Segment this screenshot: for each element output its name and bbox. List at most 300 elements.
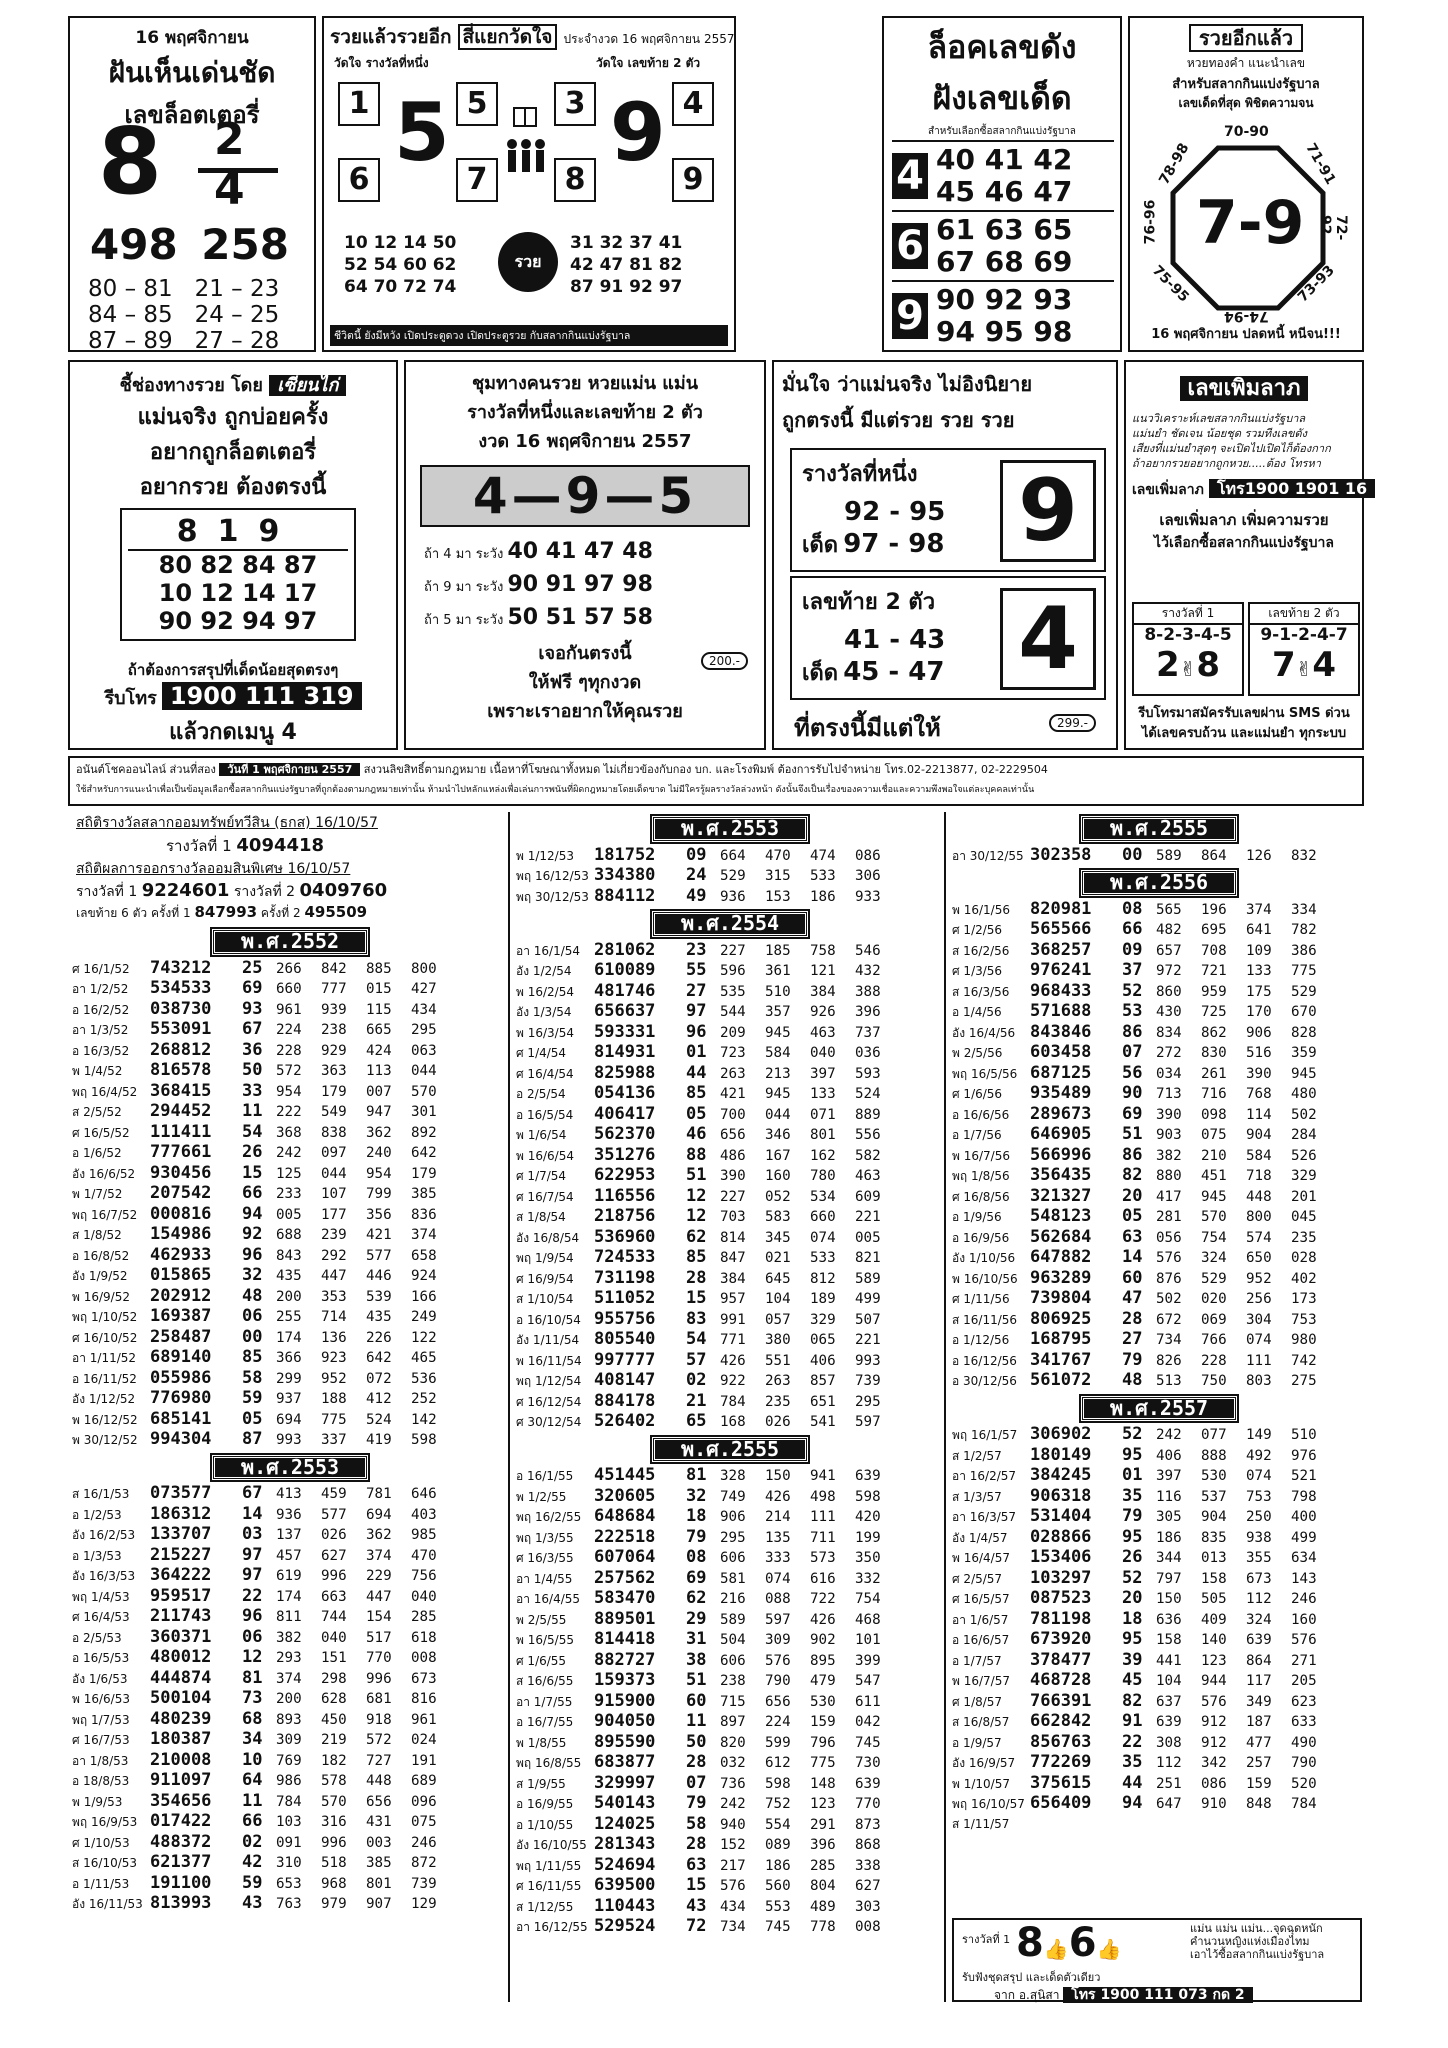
three-digit-1: 606 (720, 1550, 746, 1566)
first-prize: 180149 (1030, 1444, 1092, 1465)
three-digit-2: 725 (1201, 1004, 1227, 1020)
three-digit-2: 135 (765, 1529, 791, 1546)
table-row (516, 1330, 944, 1351)
digit-box: 9 (672, 158, 714, 202)
ad-text-right (1190, 1922, 1324, 1961)
first-prize: 378477 (1030, 1649, 1092, 1670)
ring-number: 70-90 (1224, 124, 1269, 140)
first-prize: 354656 (150, 1790, 212, 1811)
three-digit-1: 482 (1156, 922, 1182, 938)
table-row (516, 1692, 944, 1713)
draw-date: อา 1/11/52 (72, 1351, 137, 1365)
draw-date: อ 16/6/57 (952, 1633, 1010, 1647)
three-digit-1: 664 (720, 847, 746, 864)
three-digit-4: 306 (855, 868, 881, 884)
draw-date: ส 16/3/56 (952, 984, 1010, 999)
three-digit-1: 116 (1156, 1488, 1182, 1505)
table-row (72, 1205, 508, 1226)
three-digit-4: 191 (411, 1752, 437, 1769)
table-row (72, 1833, 508, 1854)
stats-date: 16/10/57 (315, 815, 378, 831)
table-row (516, 1774, 944, 1795)
three-digit-1: 227 (720, 1188, 746, 1205)
three-digit-1: 811 (276, 1609, 302, 1625)
three-digit-4: 547 (855, 1673, 881, 1689)
table-row (72, 1505, 508, 1526)
expert-line1: ชี้ช่องทางรวย โดย (119, 375, 263, 396)
three-digit-3: 257 (1246, 1755, 1272, 1771)
two-digit: 28 (686, 1752, 707, 1772)
draw-date: ศ 16/12/54 (516, 1394, 582, 1409)
first-prize: 384245 (1030, 1465, 1092, 1485)
three-digit-4: 463 (855, 1168, 881, 1184)
three-digit-4: 597 (855, 1414, 881, 1430)
three-digit-3: 406 (810, 1352, 836, 1369)
table-row (72, 1328, 508, 1349)
table-row (72, 1266, 508, 1287)
first-prize: 334380 (594, 865, 656, 885)
lucky-title: เลขเพิ่มลาภ (1180, 376, 1309, 401)
three-digit-4: 499 (1291, 1529, 1317, 1546)
first-prize: 015865 (150, 1265, 212, 1285)
newspaper-page (60, 12, 1412, 2012)
draw-date: พฤ 16/8/55 (516, 1756, 582, 1770)
three-digit-3: 573 (810, 1550, 836, 1566)
lucky-tag1: เลขเพิ่มลาภ เพิ่มความรวย (1159, 511, 1329, 529)
three-digit-3: 947 (366, 1104, 392, 1120)
draw-date: พฤ 16/9/53 (72, 1815, 138, 1829)
three-digit-3: 572 (366, 1732, 392, 1748)
table-row (72, 1710, 508, 1731)
two-digit: 79 (1122, 1349, 1143, 1370)
draw-date: พฤ 1/12/54 (516, 1374, 582, 1388)
two-digit: 65 (686, 1411, 707, 1431)
three-digit-4: 490 (1291, 1734, 1317, 1751)
prize-number: 0409760 (299, 880, 388, 901)
table-row (72, 1246, 508, 1267)
table-row (516, 1917, 944, 1938)
table-row (952, 1187, 1366, 1208)
three-digit-3: 074 (1246, 1332, 1272, 1348)
first-prize: 480012 (150, 1647, 212, 1667)
three-digit-4: 332 (855, 1570, 881, 1587)
three-digit-3: 904 (1246, 1127, 1272, 1143)
two-digit: 96 (686, 1021, 707, 1042)
first-prize: 480239 (150, 1708, 212, 1729)
three-digit-3: 126 (1246, 847, 1272, 864)
draw-date: อา 1/8/53 (72, 1753, 129, 1768)
three-digit-2: 554 (765, 1816, 791, 1833)
three-digit-4: 385 (411, 1186, 437, 1202)
octagon-ring (1142, 124, 1349, 328)
two-digit: 26 (242, 1142, 263, 1162)
year-header: พ.ศ.2554 (652, 911, 808, 937)
three-digit-3: 941 (810, 1468, 836, 1484)
table-row (952, 1146, 1366, 1167)
three-digit-2: 179 (321, 1083, 347, 1100)
draw-date: ศ 16/7/53 (72, 1733, 130, 1747)
two-digit-label: เลขท้าย 2 ตัว (802, 590, 936, 615)
table-row (516, 1671, 944, 1692)
right-cross (548, 74, 728, 224)
three-digit-1: 328 (720, 1468, 746, 1484)
three-digit-1: 647 (1156, 1796, 1182, 1812)
draw-date: อา 1/7/55 (516, 1694, 573, 1709)
table-row (952, 1125, 1366, 1146)
draw-date: ศ 2/5/57 (952, 1571, 1003, 1586)
lucky-number-box (1124, 360, 1368, 750)
draw-date: ศ 16/4/53 (72, 1610, 130, 1624)
three-digit-1: 688 (276, 1227, 302, 1243)
two-digit: 66 (1122, 919, 1143, 939)
three-digit-2: 136 (321, 1329, 347, 1346)
two-digit: 18 (686, 1506, 707, 1526)
row-label: ถ้า 9 มา ระวัง (424, 580, 504, 595)
draw-date: อัง 16/3/53 (72, 1569, 136, 1583)
three-digit-1: 922 (720, 1373, 746, 1389)
first-prize: 375615 (1030, 1772, 1092, 1793)
three-digit-3: 111 (1246, 1352, 1272, 1369)
three-digit-3: 115 (366, 1001, 392, 1018)
three-digit-4: 166 (411, 1288, 437, 1305)
draw-date: พ 16/6/54 (516, 1148, 574, 1163)
three-digit-4: 142 (411, 1411, 437, 1428)
two-digit: 31 (686, 1629, 707, 1649)
two-digit: 67 (242, 1483, 263, 1503)
table-row (72, 1894, 508, 1915)
three-digit-1: 763 (276, 1896, 302, 1912)
three-digit-4: 024 (411, 1732, 437, 1748)
table-row (516, 1528, 944, 1549)
three-digit-1: 457 (276, 1547, 302, 1564)
three-digit-4: 556 (855, 1127, 881, 1143)
three-digit-1: 957 (720, 1291, 746, 1307)
three-digit-4: 246 (411, 1834, 437, 1851)
three-digit-4: 179 (411, 1165, 437, 1182)
three-digit-3: 541 (810, 1414, 836, 1430)
table-row (516, 1166, 944, 1187)
three-digit-1: 032 (720, 1755, 746, 1771)
three-digit-3: 226 (366, 1329, 392, 1346)
three-digit-2: 075 (1201, 1127, 1227, 1143)
row-numbers: 50 51 57 58 (507, 605, 653, 630)
three-digit-1: 242 (1156, 1427, 1182, 1443)
three-digit-2: 830 (1201, 1045, 1227, 1061)
two-digit: 06 (242, 1306, 263, 1326)
three-digit-1: 224 (276, 1022, 302, 1038)
two-digit: 49 (686, 885, 707, 906)
three-digit-1: 991 (720, 1311, 746, 1328)
first-prize: 111411 (150, 1121, 212, 1142)
three-digit-2: 577 (321, 1506, 347, 1523)
three-digit-2: 745 (765, 1919, 791, 1935)
draw-date: ส 1/9/55 (516, 1776, 566, 1791)
digit-box: 8 (554, 158, 596, 202)
three-digit-3: 753 (1246, 1488, 1272, 1505)
three-digit-1: 382 (276, 1629, 302, 1646)
table-row (516, 1023, 944, 1044)
table-row (952, 1207, 1366, 1228)
expert-number-grid (120, 508, 356, 641)
three-digit-3: 074 (1246, 1468, 1272, 1484)
price-badge: 299.- (1049, 714, 1096, 732)
year-header: พ.ศ.2553 (212, 1455, 368, 1481)
three-digit-3: 781 (366, 1486, 392, 1502)
grid-row: 52 54 60 62 (344, 255, 457, 275)
three-digit-2: 186 (765, 1857, 791, 1874)
two-digit: 91 (1122, 1711, 1143, 1731)
first-prize: 820981 (1030, 898, 1092, 919)
three-digit-2: 551 (765, 1352, 791, 1369)
three-digit-2: 333 (765, 1550, 791, 1566)
three-digit-2: 560 (765, 1878, 791, 1894)
three-digit-1: 619 (276, 1568, 302, 1584)
first-prize: 882727 (594, 1649, 656, 1670)
first-prize: 724533 (594, 1247, 656, 1267)
three-digit-4: 570 (411, 1083, 437, 1100)
three-digit-2: 570 (1201, 1209, 1227, 1225)
two-digit: 00 (1122, 844, 1143, 865)
three-digit-4: 470 (411, 1547, 437, 1564)
table-row (952, 1548, 1366, 1569)
draw-date: อ 30/12/56 (952, 1374, 1017, 1388)
three-digit-3: 435 (366, 1309, 392, 1325)
three-digit-2: 695 (1201, 922, 1227, 938)
three-digit-4: 933 (855, 888, 881, 905)
box4-footer: 16 พฤศจิกายน ปลดหนี้ หนีจน!!! (1151, 327, 1341, 342)
three-digit-4: 739 (855, 1373, 881, 1389)
three-digit-1: 834 (1156, 1024, 1182, 1041)
two-digit: 55 (686, 960, 707, 980)
expert-line3: อยากถูกล็อตเตอรี่ (149, 440, 317, 465)
three-digit-4: 122 (411, 1329, 437, 1346)
three-digit-3: 123 (810, 1796, 836, 1812)
three-digit-2: 754 (1201, 1229, 1227, 1246)
three-digit-3: 533 (810, 1250, 836, 1266)
draw-date: อ 16/3/52 (72, 1043, 130, 1058)
table-row (72, 1771, 508, 1792)
junction-line2: รางวัลที่หนึ่งและเลขท้าย 2 ตัว (467, 402, 703, 423)
expert-cta1: ถ้าต้องการสรุปที่เด็ดน้อยสุดตรงๆ (127, 661, 339, 679)
first-prize: 180387 (150, 1729, 212, 1749)
three-digit-4: 434 (411, 1001, 437, 1018)
two-digit-panel (790, 576, 1106, 700)
first-prize: 529524 (594, 1916, 656, 1936)
three-digit-1: 653 (276, 1875, 302, 1892)
three-digit-1: 797 (1156, 1570, 1182, 1587)
three-digit-1: 820 (720, 1734, 746, 1751)
draw-date: พ 16/5/55 (516, 1633, 574, 1647)
center-digit: 5 (394, 86, 450, 179)
three-digit-4: 582 (855, 1147, 881, 1164)
three-digit-3: 448 (1246, 1188, 1272, 1205)
three-digit-2: 292 (321, 1247, 347, 1264)
three-digit-4: 295 (855, 1393, 881, 1410)
three-digit-1: 238 (720, 1673, 746, 1689)
three-digit-4: 526 (1291, 1147, 1317, 1164)
three-digit-3: 954 (366, 1165, 392, 1182)
three-digit-2: 153 (765, 888, 791, 905)
two-digit: 51 (686, 1165, 707, 1185)
draw-date: ศ 1/7/54 (516, 1169, 567, 1183)
three-digit-3: 803 (1246, 1373, 1272, 1389)
three-digit-4: 510 (1291, 1427, 1317, 1443)
three-digit-3: 665 (366, 1022, 392, 1038)
first-prize: 685141 (150, 1408, 212, 1429)
three-digit-4: 754 (855, 1591, 881, 1607)
digit-box: 5 (456, 82, 498, 126)
three-digit-3: 396 (810, 1837, 836, 1853)
three-digit-1: 576 (1156, 1250, 1182, 1266)
draw-date: ศ 1/6/56 (952, 1087, 1003, 1101)
two-digit: 85 (242, 1347, 263, 1367)
three-digit-2: 597 (765, 1611, 791, 1628)
three-digit-2: 505 (1201, 1591, 1227, 1607)
three-digit-3: 007 (366, 1083, 392, 1100)
three-digit-1: 544 (720, 1004, 746, 1020)
two-digit: 01 (686, 1042, 707, 1062)
table-col3 (948, 816, 1366, 1834)
grid-row: 42 47 81 82 (570, 255, 683, 275)
phone-number: โทร1900 1901 16 (1209, 479, 1375, 498)
draw-date: พ 1/12/53 (516, 848, 574, 863)
three-digit-3: 250 (1246, 1509, 1272, 1525)
first-prize-nums: 92 - 95 (844, 497, 946, 527)
two-digit: 06 (242, 1626, 263, 1647)
three-digit-4: 402 (1291, 1270, 1317, 1287)
three-digit-1: 174 (276, 1329, 302, 1346)
two-digit: 79 (686, 1526, 707, 1547)
first-prize: 462933 (150, 1244, 212, 1265)
grid-row: 10 12 14 17 (158, 579, 318, 607)
three-digit-4: 873 (855, 1816, 881, 1833)
draw-date: ศ 1/4/54 (516, 1046, 567, 1060)
first-prize: 341767 (1030, 1349, 1092, 1370)
draw-date: ศ 1/8/57 (952, 1694, 1003, 1709)
three-digit-1: 961 (276, 1001, 302, 1018)
three-digit-2: 074 (765, 1570, 791, 1587)
three-digit-4: 730 (855, 1755, 881, 1771)
three-digit-2: 628 (321, 1691, 347, 1707)
draw-date: อ 16/6/56 (952, 1107, 1010, 1122)
three-digit-2: 337 (321, 1432, 347, 1448)
table-row (516, 1651, 944, 1672)
draw-date: ส 1/8/54 (516, 1210, 566, 1224)
locked-group (892, 210, 1114, 280)
card-digit: 8 (1196, 645, 1221, 685)
draw-date: ส 1/2/57 (952, 1448, 1002, 1463)
three-digit-4: 173 (1291, 1291, 1317, 1307)
table-row (72, 1041, 508, 1062)
prize-number: 9224601 (141, 880, 230, 901)
table-row (952, 1794, 1366, 1815)
two-digit: 95 (1122, 1444, 1143, 1465)
three-digit-3: 385 (366, 1855, 392, 1871)
three-digit-4: 235 (1291, 1229, 1317, 1246)
two-digit: 58 (242, 1367, 263, 1388)
three-digit-2: 578 (321, 1773, 347, 1789)
three-digit-4: 465 (411, 1350, 437, 1366)
three-digit-3: 996 (366, 1670, 392, 1687)
locked-groups (892, 140, 1114, 350)
three-digit-1: 430 (1156, 1004, 1182, 1020)
two-digit: 66 (242, 1811, 263, 1831)
draw-date: อ 16/5/54 (516, 1107, 574, 1122)
rich-badge-icon: รวย (498, 232, 558, 292)
table-row (72, 1307, 508, 1328)
three-digit-4: 639 (855, 1775, 881, 1792)
three-digit-4: 924 (411, 1268, 437, 1284)
junction-foot2: ให้ฟรี ๆทุกงวด (528, 672, 642, 693)
three-digit-3: 639 (1246, 1632, 1272, 1648)
draw-date: อ 2/5/54 (516, 1087, 566, 1101)
expert-line2: แม่นจริง ถูกบ่อยครั้ง (137, 405, 329, 430)
two-digit: 69 (242, 978, 263, 998)
three-digit-3: 329 (810, 1311, 836, 1328)
three-digit-1: 715 (720, 1693, 746, 1710)
table-row (72, 1525, 508, 1546)
draw-date: อ 16/12/56 (952, 1353, 1017, 1368)
table-row (72, 1389, 508, 1410)
three-digit-1: 694 (276, 1411, 302, 1428)
three-digit-2: 627 (321, 1547, 347, 1564)
three-digit-3: 681 (366, 1691, 392, 1707)
table-row (952, 941, 1366, 962)
draw-date: ศ 16/5/52 (72, 1125, 130, 1140)
first-prize: 622953 (594, 1165, 656, 1185)
draw-date: อ 1/2/53 (72, 1507, 122, 1522)
two-digit: 44 (1122, 1772, 1143, 1793)
two-digit: 35 (1122, 1485, 1143, 1506)
first-prize: 531404 (1030, 1506, 1092, 1526)
two-digit: 38 (686, 1649, 707, 1670)
first-prize: 368257 (1030, 939, 1092, 960)
table-row (952, 920, 1366, 941)
three-digit-3: 291 (810, 1816, 836, 1833)
three-digit-4: 246 (1291, 1591, 1317, 1607)
three-digit-3: 109 (1246, 942, 1272, 959)
table-row (516, 1630, 944, 1651)
draw-date: อา 1/3/52 (72, 1023, 129, 1037)
two-digit: 07 (686, 1772, 707, 1793)
three-digit-2: 750 (1201, 1373, 1227, 1389)
three-digit-1: 936 (276, 1506, 302, 1523)
three-digit-1: 104 (1156, 1673, 1182, 1689)
three-digit-3: 349 (1246, 1693, 1272, 1710)
card-digit: 4 (1312, 645, 1337, 685)
table-row (952, 1425, 1366, 1446)
two-digit: 73 (242, 1688, 263, 1708)
first-prize: 451445 (594, 1465, 656, 1485)
three-digit-3: 516 (1246, 1045, 1272, 1061)
three-digit-3: 412 (366, 1391, 392, 1407)
three-digit-4: 639 (855, 1468, 881, 1484)
first-prize: 534533 (150, 978, 212, 998)
first-prize: 884112 (594, 885, 656, 906)
first-prize: 202912 (150, 1285, 212, 1306)
three-digit-4: 427 (411, 981, 437, 997)
draw-date: พฤ 1/4/53 (72, 1589, 130, 1604)
three-digit-1: 703 (720, 1209, 746, 1225)
table-row (952, 1692, 1366, 1713)
three-digit-2: 645 (765, 1270, 791, 1287)
table-row (516, 1351, 944, 1372)
three-digit-4: 520 (1291, 1775, 1317, 1792)
first-prize: 825988 (594, 1062, 656, 1083)
table-row (952, 1002, 1366, 1023)
three-digit-2: 979 (321, 1896, 347, 1912)
first-prize: 806925 (1030, 1308, 1092, 1329)
